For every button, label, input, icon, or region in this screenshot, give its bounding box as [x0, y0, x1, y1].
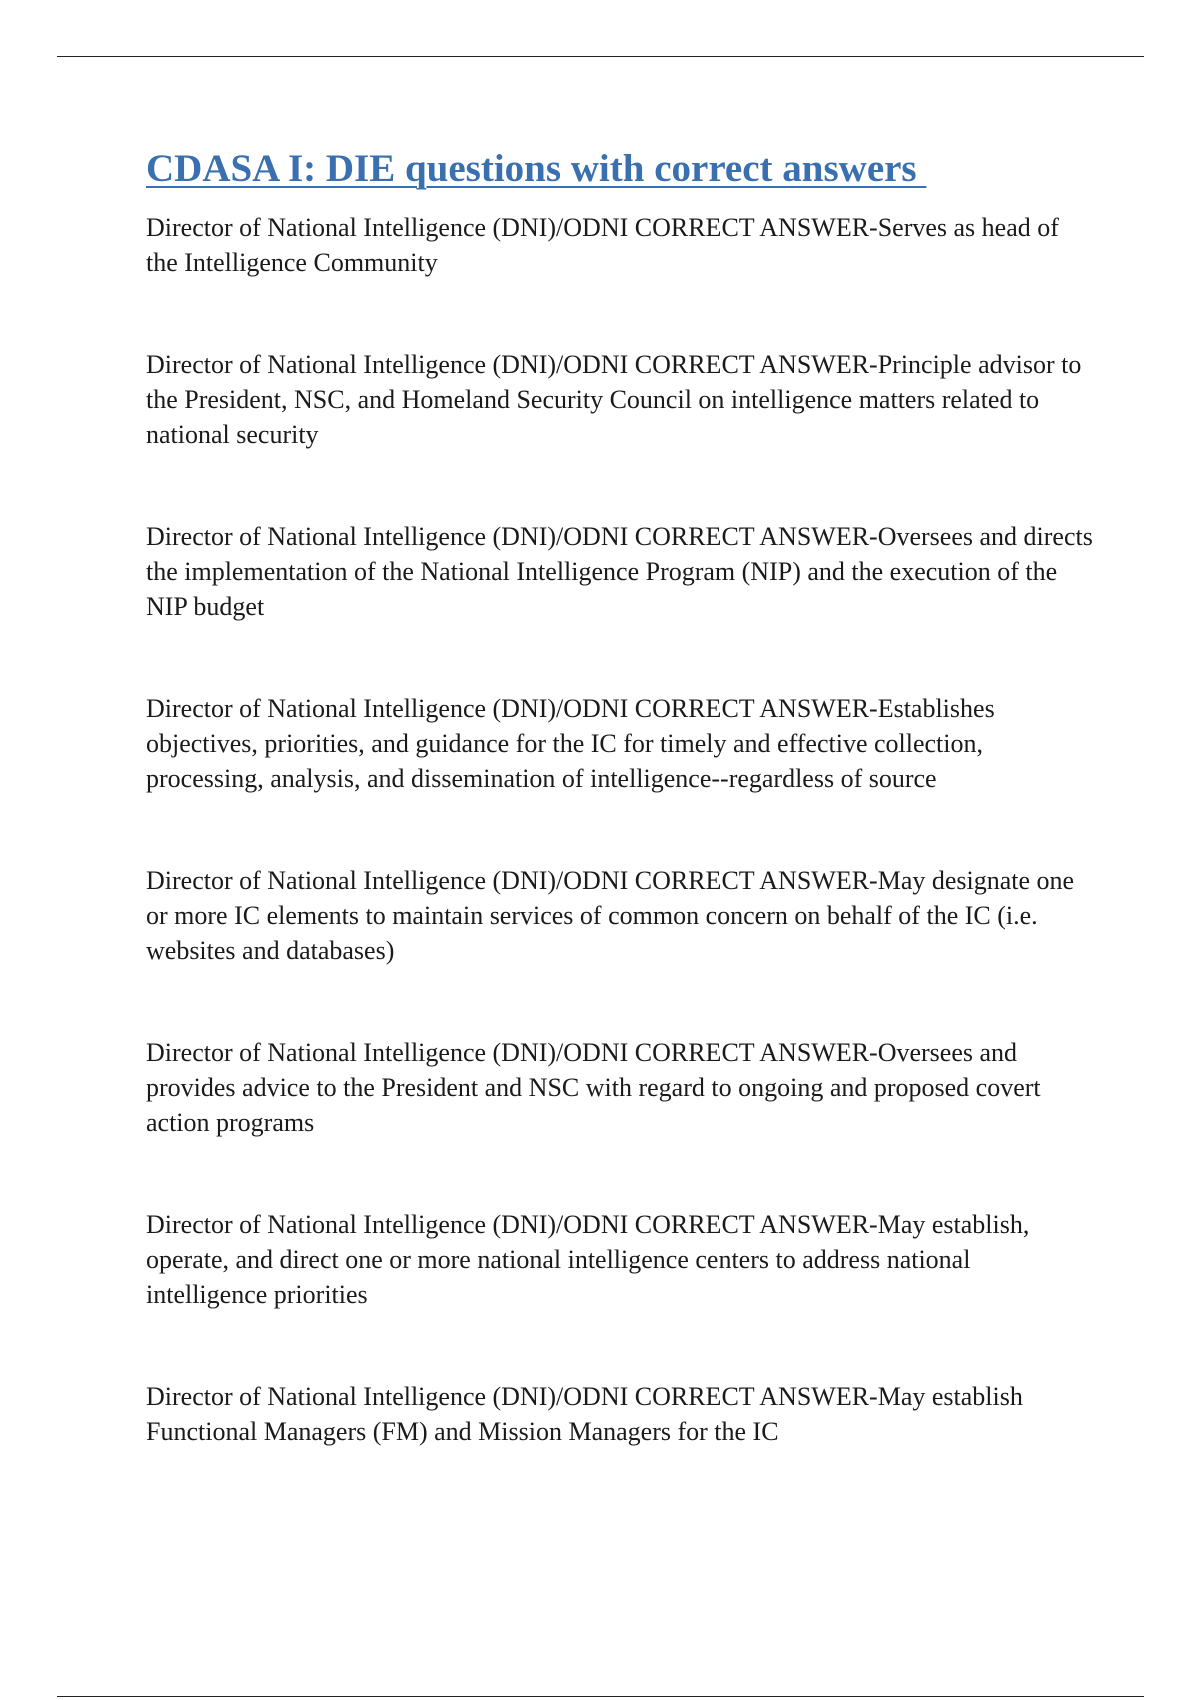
document-title: CDASA I: DIE questions with correct answers: [146, 147, 927, 190]
footer-rule: [57, 1696, 1144, 1697]
header-rule: [57, 56, 1144, 57]
entry-list: [146, 210, 1096, 1449]
qa-entry: Director of National Intelligence (DNI)/ODNI CORRECT ANSWER-May establish, operate, and direct one or more national intelligence centers to address national intelligence priorities: [146, 1210, 1030, 1309]
qa-entry: Director of National Intelligence (DNI)/ODNI CORRECT ANSWER-May establish Functional Managers (FM) and Mission Managers for the IC: [146, 1382, 1023, 1446]
qa-entry: Director of National Intelligence (DNI)/ODNI CORRECT ANSWER-May designate one or more IC elements to maintain services of common concern on behalf of the IC (i.e. websites and databases): [146, 866, 1075, 965]
qa-entry: Director of National Intelligence (DNI)/ODNI CORRECT ANSWER-Serves as head of the Intelligence Community: [146, 213, 1059, 277]
qa-entry: Director of National Intelligence (DNI)/ODNI CORRECT ANSWER-Principle advisor to the President, NSC, and Homeland Security Council on intelligence matters related to national security: [146, 350, 1082, 449]
document-body: [146, 142, 1096, 1449]
qa-entry: Director of National Intelligence (DNI)/ODNI CORRECT ANSWER-Establishes objectives, priorities, and guidance for the IC for timely and effective collection, processing, analysis, and dissemination of intelligence--regardless of source: [146, 694, 995, 793]
qa-entry: Director of National Intelligence (DNI)/ODNI CORRECT ANSWER-Oversees and directs the implementation of the National Intelligence Program (NIP) and the execution of the NIP budget: [146, 522, 1093, 621]
qa-entry: Director of National Intelligence (DNI)/ODNI CORRECT ANSWER-Oversees and provides advice to the President and NSC with regard to ongoing and proposed covert action programs: [146, 1038, 1041, 1137]
